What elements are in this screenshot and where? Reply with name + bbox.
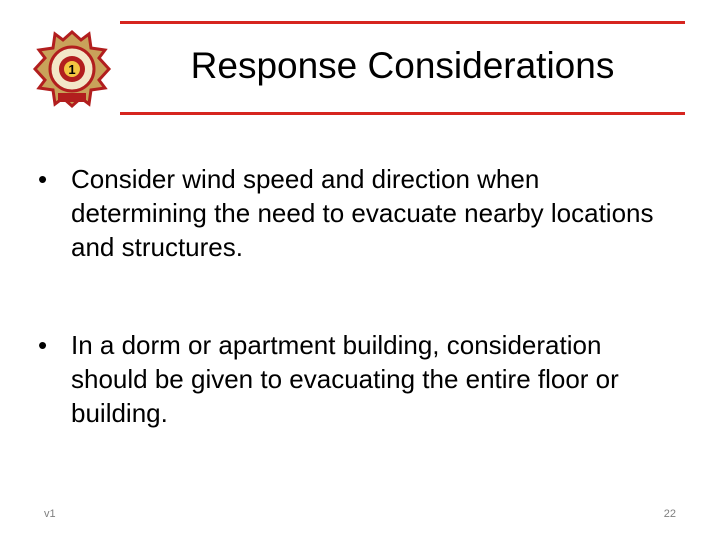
bullet-text: Consider wind speed and direction when determining the need to evacuate nearby locations and structures. xyxy=(71,164,654,262)
svg-text:1: 1 xyxy=(68,62,76,77)
header-rule-top xyxy=(120,21,685,24)
version-label: v1 xyxy=(44,508,56,520)
page-number: 22 xyxy=(663,508,676,520)
header-rule-bottom xyxy=(120,112,685,115)
fire-safety-logo-icon xyxy=(31,30,113,108)
bullet-marker: • xyxy=(38,164,48,194)
bullet-item xyxy=(38,162,678,264)
bullet-list xyxy=(38,162,678,430)
slide-title: Response Considerations xyxy=(190,45,615,86)
bullet-marker: • xyxy=(38,330,48,360)
bullet-item xyxy=(38,328,678,430)
bullet-text: In a dorm or apartment building, consideration should be given to evacuating the entire floor or building. xyxy=(71,330,619,428)
